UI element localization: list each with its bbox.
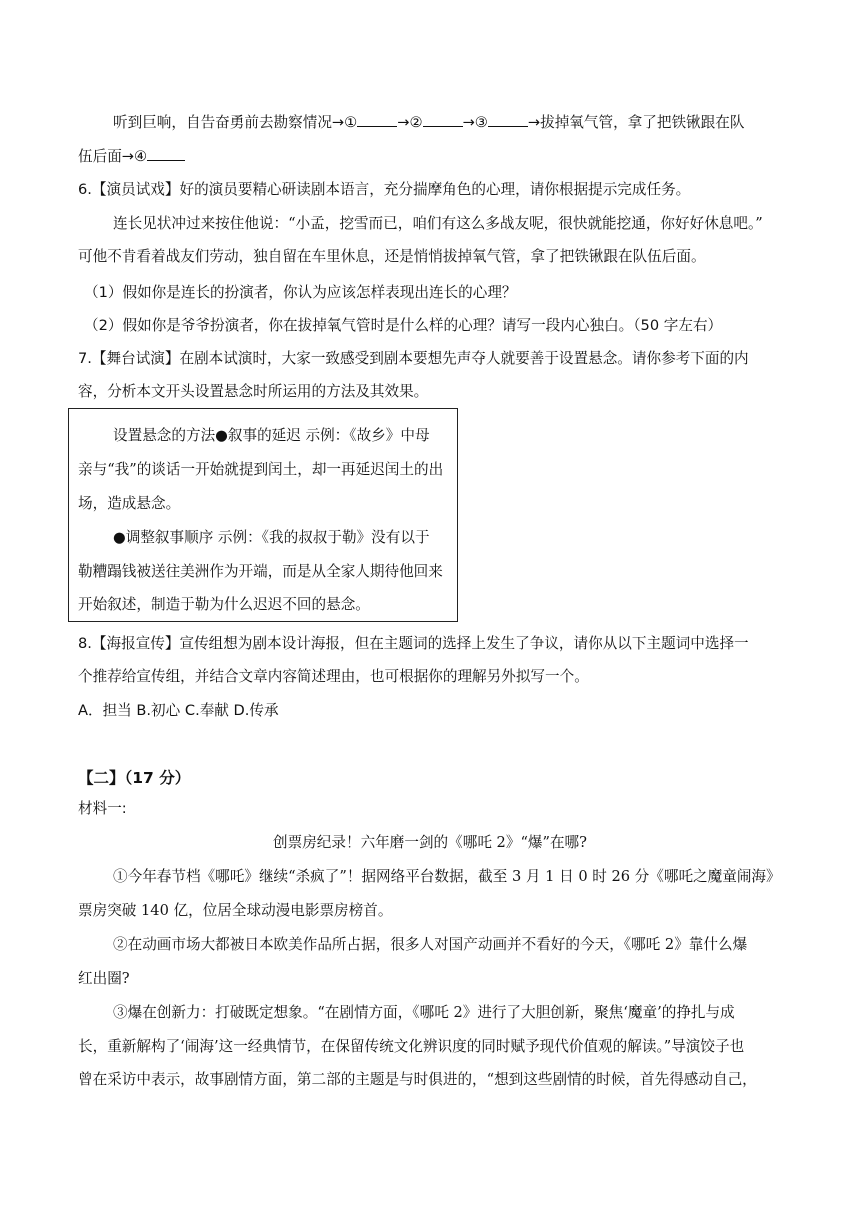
q5-text-a: 听到巨响，自告奋勇前去勘察情况→ <box>113 114 345 131</box>
box-line2: 亲与“我”的谈话一开始就提到闰土，却一再延迟闰土的出 <box>78 461 444 478</box>
q6-title: 6.【演员试戏】好的演员要精心研读剧本语言，充分揣摩角色的心理，请你根据提示完成任务。 <box>78 181 691 198</box>
article-p3-line1: ③爆在创新力：打破既定想象。“在剧情方面，《哪吒 2》进行了大胆创新，聚焦‘魔童’的挣扎与成 <box>113 1004 735 1021</box>
q6-quote-line2: 可他不肯看着战友们劳动，独自留在车里休息，还是悄悄拔掉氧气管，拿了把铁锹跟在队伍后面。 <box>78 248 706 265</box>
circle-1: ① <box>344 114 358 131</box>
q7-title-line1: 7.【舞台试演】在剧本试演时，大家一致感受到剧本要想先声夺人就要善于设置悬念。请你参考下面的内 <box>78 350 749 367</box>
box-line6: 开始叙述，制造于勒为什么迟迟不回的悬念。 <box>78 596 370 613</box>
q6-sub1: （1）假如你是连长的扮演者，你认为应该怎样表现出连长的心理？ <box>84 284 517 301</box>
q7-title-line2: 容，分析本文开头设置悬念时所运用的方法及其效果。 <box>78 383 429 400</box>
box-line1: 设置悬念的方法●叙事的延迟 示例：《故乡》中母 <box>113 427 430 444</box>
box-line5: 勒糟蹋钱被送往美洲作为开端，而是从全家人期待他回来 <box>78 563 443 580</box>
q5-line1 <box>113 112 744 133</box>
circle-4: ④ <box>134 148 148 165</box>
article-p1-line2: 票房突破 140 亿，位居全球动漫电影票房榜首。 <box>78 902 393 919</box>
q8-title-line2: 个推荐给宣传组，并结合文章内容简述理由，也可根据你的理解另外拟写一个。 <box>78 668 589 685</box>
q8-title-line1: 8.【海报宣传】宣传组想为剧本设计海报，但在主题词的选择上发生了争议，请你从以下主题词中选择一 <box>78 635 749 652</box>
q5-text-c: 伍后面→ <box>78 148 135 165</box>
answer-blank-2[interactable] <box>423 112 463 127</box>
q5-text-b: →拔掉氧气管，拿了把铁锹跟在队 <box>527 114 745 131</box>
article-p3-line2: 长，重新解构了‘闹海’这一经典情节，在保留传统文化辨识度的同时赋予现代价值观的解读。”导演饺子也 <box>78 1038 745 1055</box>
q6-quote-line1: 连长见状冲过来按住他说：“小孟，挖雪而已，咱们有这么多战友呢，很快就能挖通，你好好休息吧。” <box>113 215 763 232</box>
q6-sub2: （2）假如你是爷爷扮演者，你在拔掉氧气管时是什么样的心理？请写一段内心独白。（50 字左右） <box>84 317 723 334</box>
circle-2: ② <box>409 114 423 131</box>
arrow: → <box>397 114 410 131</box>
circle-3: ③ <box>474 114 488 131</box>
q8-options: A．担当 B.初心 C.奉献 D.传承 <box>78 702 279 719</box>
section2-heading: 【二】（17 分） <box>78 769 191 787</box>
arrow: → <box>462 114 475 131</box>
article-title: 创票房纪录！六年磨一剑的《哪吒 2》“爆”在哪? <box>273 834 587 851</box>
box-line4: ●调整叙事顺序 示例：《我的叔叔于勒》没有以于 <box>113 529 430 546</box>
answer-blank-1[interactable] <box>357 112 397 127</box>
q5-line2 <box>78 146 185 167</box>
suspense-methods-box <box>68 408 458 622</box>
article-p2-line1: ②在动画市场大都被日本欧美作品所占据，很多人对国产动画并不看好的今天，《哪吒 2》靠什么爆 <box>113 936 748 953</box>
answer-blank-4[interactable] <box>147 146 185 161</box>
article-p1-line1: ①今年春节档《哪吒》继续“杀疯了”！据网络平台数据，截至 3 月 1 日 0 时 26 分《哪吒之魔童闹海》 <box>113 868 781 885</box>
article-p3-line3: 曾在采访中表示，故事剧情方面，第二部的主题是与时俱进的，“想到这些剧情的时候，首先得感动自己， <box>78 1071 757 1088</box>
answer-blank-3[interactable] <box>488 112 528 127</box>
material-label: 材料一: <box>78 800 127 817</box>
box-line3: 场，造成悬念。 <box>78 495 181 512</box>
article-p2-line2: 红出圈? <box>78 970 130 987</box>
